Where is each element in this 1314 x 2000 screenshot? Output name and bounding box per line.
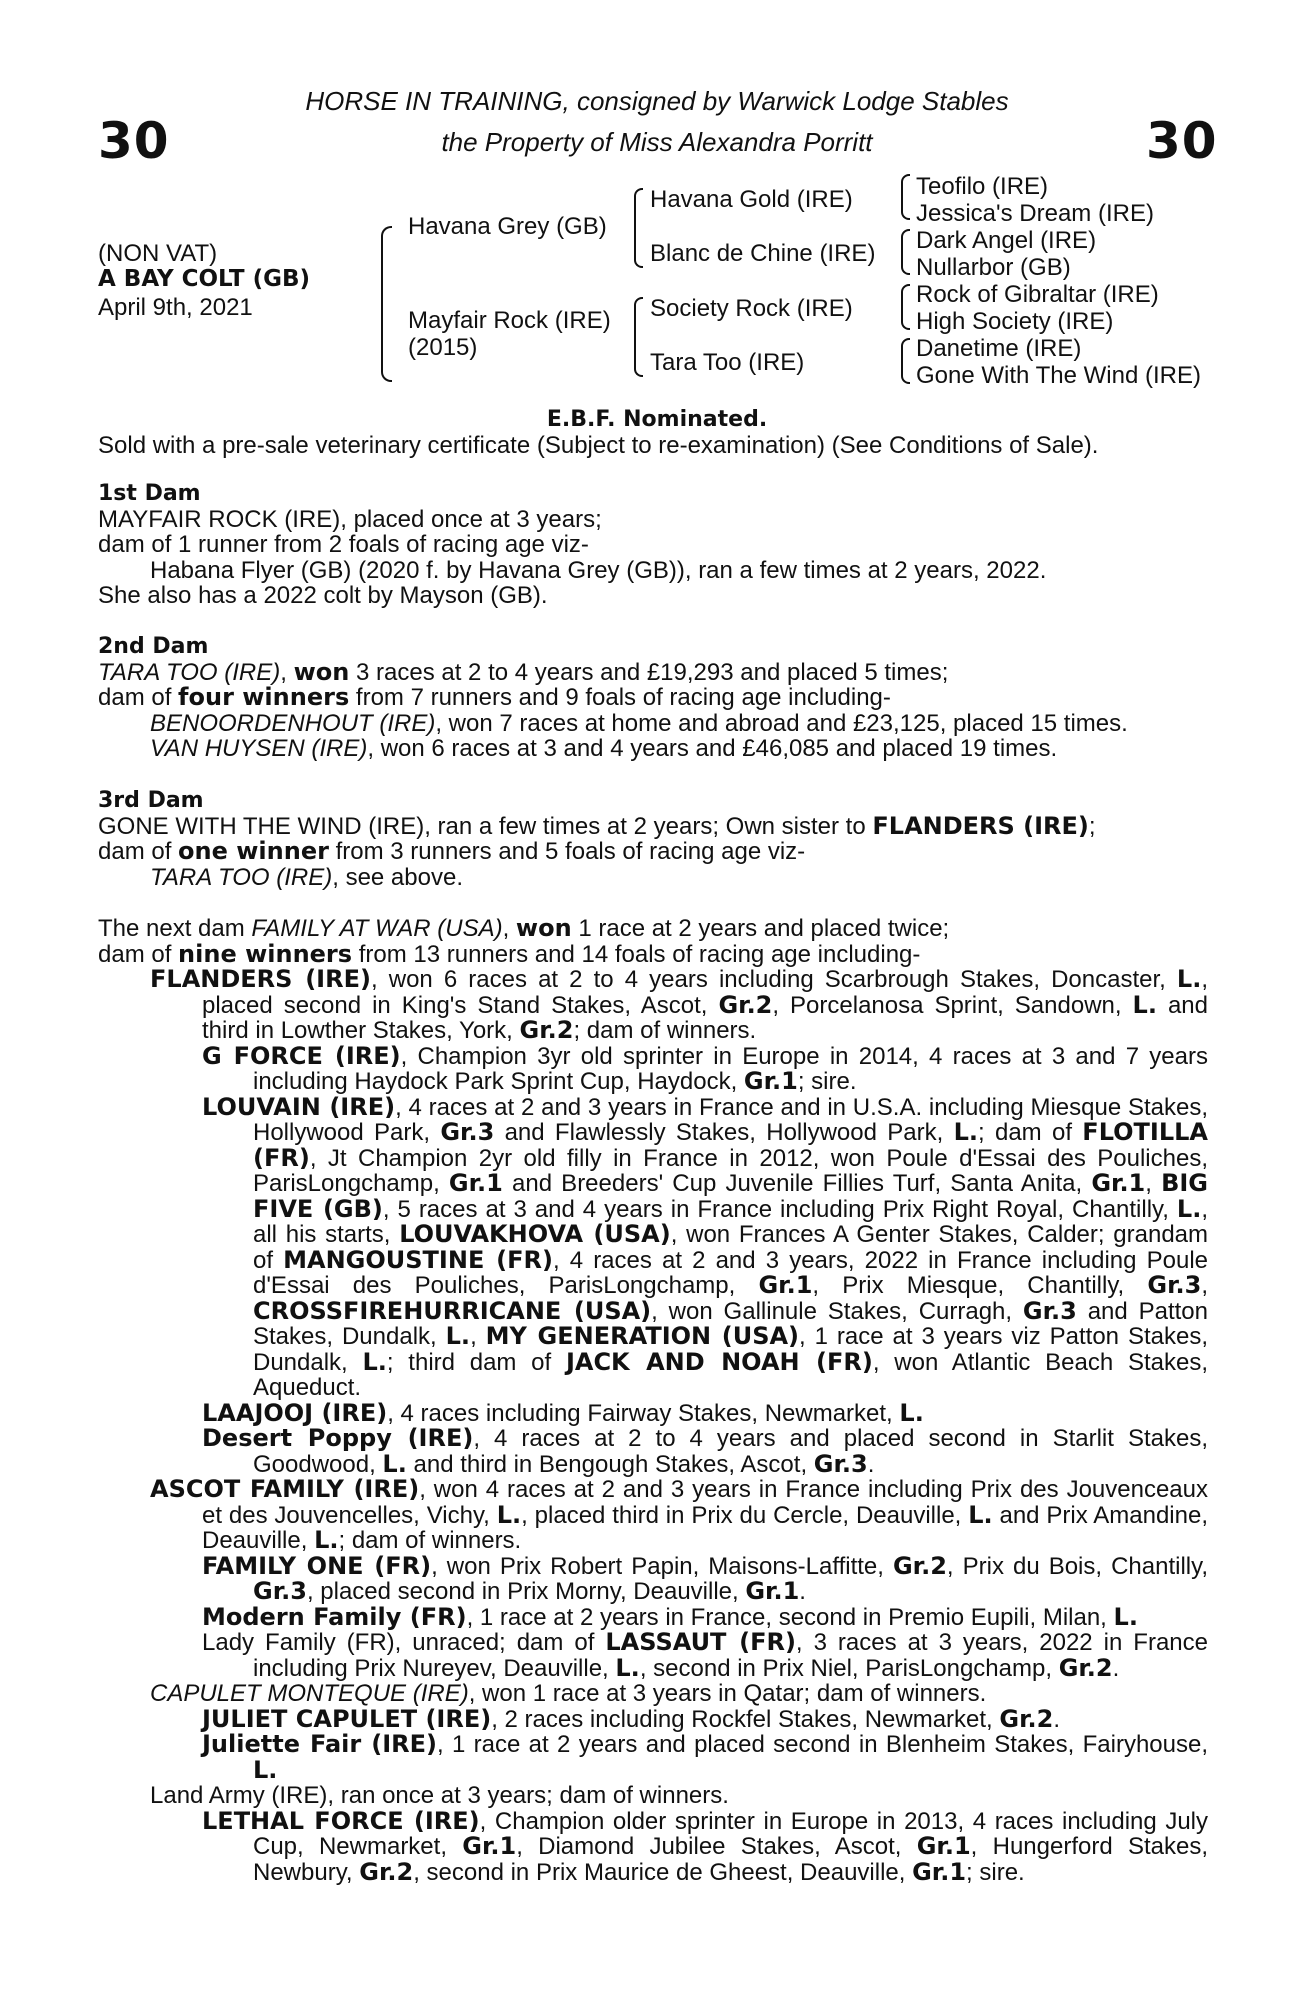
- text: , won Gallinule Stakes, Curragh,: [651, 1297, 1023, 1325]
- text: , Prix du Bois, Chantilly,: [946, 1552, 1208, 1580]
- horse-name: FLANDERS (IRE): [150, 965, 371, 993]
- third-dam-line: [98, 839, 1208, 865]
- text: dam of: [98, 838, 179, 865]
- text: , Champion older sprinter in Europe in 2013, 4 races including July Cup, Newmarket,: [253, 1807, 1208, 1860]
- next-dam-line: [98, 916, 1208, 942]
- text: ,: [502, 915, 516, 942]
- pedigree-gg1: Teofilo (IRE): [916, 173, 1049, 200]
- text: L.: [1113, 1602, 1138, 1631]
- produce-entry-ascot-family: [98, 1477, 1208, 1554]
- pedigree-gg2: Jessica's Dream (IRE): [916, 200, 1154, 227]
- horse-name: CAPULET MONTEQUE (IRE): [150, 1680, 469, 1707]
- horse-name: MANGOUSTINE (FR): [283, 1245, 553, 1274]
- horse-name: G FORCE (IRE): [202, 1041, 401, 1070]
- text: 1 race at 2 years and placed twice;: [571, 915, 950, 942]
- text: Gr.1: [462, 1832, 517, 1860]
- text: ,: [1145, 1170, 1162, 1197]
- pedigree-gg5: Rock of Gibraltar (IRE): [916, 281, 1159, 308]
- text: L.: [1176, 1194, 1202, 1223]
- next-dam-section: [98, 916, 1208, 1885]
- produce-entry-modern-family: [98, 1602, 1208, 1631]
- header-consignor: HORSE IN TRAINING, consigned by Warwick Lodge Stables: [305, 86, 1009, 116]
- text: ,: [470, 1323, 486, 1350]
- pedigree-dam: Mayfair Rock (IRE): [408, 307, 611, 334]
- horse-name: Modern Family (FR): [202, 1602, 467, 1631]
- text: and third in Bengough Stakes, Ascot,: [406, 1450, 814, 1478]
- second-dam-line: [98, 711, 1208, 737]
- third-dam-section: [98, 788, 1208, 890]
- text: , won 6 races at 3 and 4 years and £46,085 and placed 19 times.: [367, 735, 1058, 762]
- pedigree-sire: Havana Grey (GB): [408, 213, 607, 240]
- text: , all his starts,: [253, 1195, 1208, 1248]
- produce-entry-land-army: [98, 1783, 1208, 1809]
- horse-name: Desert Poppy (IRE): [202, 1424, 474, 1452]
- horse-name: Juliette Fair (IRE): [202, 1730, 437, 1758]
- text: L.: [1132, 990, 1157, 1019]
- horse-name: LASSAUT (FR): [605, 1628, 796, 1656]
- second-dam-line: [98, 736, 1208, 762]
- text: , Prix Miesque, Chantilly,: [812, 1272, 1148, 1299]
- produce-entry-capulet-monteque: [98, 1681, 1208, 1707]
- text: Gr.3: [253, 1577, 307, 1605]
- horse-name: LOUVAIN (IRE): [202, 1092, 396, 1121]
- text: L.: [445, 1322, 471, 1350]
- text: , 4 races at 2 to 4 years and placed second in Starlit Stakes, Goodwood,: [253, 1425, 1208, 1478]
- text: ; third dam of: [386, 1348, 566, 1376]
- pedigree-brace-main: [381, 226, 392, 382]
- text: Gr.3: [1022, 1296, 1077, 1325]
- produce-entry-lady-family: [98, 1630, 1208, 1681]
- pedigree-gg4: Nullarbor (GB): [916, 254, 1071, 281]
- text: Gr.2: [892, 1551, 947, 1580]
- pedigree-sire-sire: Havana Gold (IRE): [650, 186, 853, 213]
- text: , won 7 races at home and abroad and £23,125, placed 15 times.: [435, 709, 1128, 737]
- first-dam-line: Habana Flyer (GB) (2020 f. by Havana Grey (GB)), ran a few times at 2 years, 2022.: [150, 556, 1047, 584]
- pedigree-dam-year: (2015): [408, 334, 478, 361]
- text: won: [293, 657, 350, 686]
- text: Gr.1: [1091, 1169, 1146, 1197]
- pedigree-gg8: Gone With The Wind (IRE): [916, 362, 1201, 389]
- text: L.: [382, 1449, 407, 1478]
- pedigree-sire-dam: Blanc de Chine (IRE): [650, 240, 876, 267]
- text: , 4 races at 2 and 3 years, 2022 in France including Poule d'Essai des Pouliches, ParisLongchamp,: [253, 1246, 1208, 1299]
- text: , 1 race at 2 years and placed second in Blenheim Stakes, Fairyhouse,: [437, 1731, 1209, 1758]
- text: , won 6 races at 2 to 4 years including Scarbrough Stakes, Doncaster,: [370, 966, 1177, 993]
- text: and third in Lowther Stakes, York,: [202, 991, 1208, 1044]
- text: four winners: [178, 683, 350, 711]
- horse-name: LOUVAKHOVA (USA): [399, 1220, 671, 1248]
- text: The next dam: [98, 915, 252, 942]
- text: Gr.3: [440, 1118, 495, 1146]
- text: , Hungerford Stakes, Newbury,: [253, 1833, 1208, 1886]
- pedigree-brace-sire: [634, 188, 643, 268]
- produce-entry-flanders: [98, 967, 1208, 1044]
- horse-name: MY GENERATION (USA): [485, 1322, 800, 1350]
- text: L.: [615, 1653, 640, 1682]
- produce-entry-juliet-capulet: [98, 1704, 1208, 1733]
- text: L.: [362, 1347, 387, 1376]
- horse-name: JACK AND NOAH (FR): [565, 1347, 873, 1376]
- pedigree-brace-g4: [901, 338, 910, 384]
- text: Gr.1: [916, 1832, 971, 1860]
- produce-entry-desert-poppy: [98, 1426, 1208, 1477]
- first-dam-line: She also has a 2022 colt by Mayson (GB).: [98, 582, 548, 609]
- text: ; dam of winners.: [573, 1017, 757, 1044]
- header-property: the Property of Miss Alexandra Porritt: [441, 127, 873, 157]
- text: L.: [314, 1526, 339, 1554]
- text: 3 races at 2 to 4 years and £19,293 and placed 5 times;: [349, 658, 949, 686]
- text: , 3 races at 3 years, 2022 in France including Prix Nureyev, Deauville,: [253, 1629, 1208, 1682]
- horse-name: TARA TOO (IRE): [150, 863, 333, 891]
- produce-entry-lethal-force: [98, 1806, 1208, 1886]
- text: ,: [280, 658, 294, 686]
- foaling-date: April 9th, 2021: [98, 294, 253, 321]
- text: and Prix Amandine, Deauville,: [202, 1501, 1208, 1554]
- horse-name: VAN HUYSEN (IRE): [150, 735, 368, 762]
- text: L.: [1176, 965, 1202, 993]
- text: , 2 races including Rockfel Stakes, Newmarket,: [491, 1705, 1000, 1733]
- horse-name: BIG FIVE (GB): [253, 1169, 1208, 1223]
- text: and Breeders' Cup Juvenile Fillies Turf, Santa Anita,: [502, 1170, 1092, 1197]
- pedigree-dam-dam: Tara Too (IRE): [650, 349, 805, 376]
- horse-name: TARA TOO (IRE): [98, 658, 281, 686]
- pedigree-gg3: Dark Angel (IRE): [916, 227, 1097, 254]
- vat-status: (NON VAT): [98, 240, 218, 267]
- text: Land Army (IRE), ran once at 3 years; dam of winners.: [150, 1782, 729, 1809]
- third-dam-line: [98, 811, 1208, 840]
- section-heading: 1st Dam: [98, 481, 201, 506]
- horse-name: FLOTILLA (FR): [253, 1118, 1208, 1172]
- text: ; sire.: [797, 1068, 857, 1095]
- text: , see above.: [332, 863, 463, 891]
- text: and Patton Stakes, Dundalk,: [253, 1297, 1208, 1350]
- text: , Porcelanosa Sprint, Sandown,: [772, 991, 1133, 1019]
- text: , placed second in Prix Morny, Deauville,: [306, 1578, 746, 1605]
- text: dam of: [98, 684, 179, 711]
- horse-name: JULIET CAPULET (IRE): [202, 1704, 492, 1733]
- text: , Jt Champion 2yr old filly in France in 2012, won Poule d'Essai des Pouliches, ParisLongchamp,: [253, 1144, 1208, 1197]
- third-dam-line: [98, 865, 1208, 891]
- section-heading: 2nd Dam: [98, 634, 209, 659]
- horse-name: CROSSFIREHURRICANE (USA): [253, 1296, 652, 1325]
- text: , second in Prix Maurice de Gheest, Deauville,: [413, 1858, 913, 1886]
- horse-name: FAMILY AT WAR (USA): [251, 915, 503, 942]
- next-dam-line: [98, 939, 1208, 968]
- horse-name: ASCOT FAMILY (IRE): [150, 1475, 420, 1503]
- text: , 5 races at 3 and 4 years in France including Prix Right Royal, Chantilly,: [382, 1195, 1177, 1223]
- text: , placed third in Prix du Cercle, Deauville,: [521, 1501, 969, 1529]
- text: , Champion 3yr old sprinter in Europe in 2014, 4 races at 3 and 7 years including Haydock Park Sprint Cup, Haydock,: [253, 1042, 1208, 1095]
- text: ;: [1088, 812, 1096, 840]
- lot-number-left: 30: [98, 112, 170, 170]
- text: , placed second in King's Stand Stakes, Ascot,: [202, 966, 1209, 1019]
- text: , second in Prix Niel, ParisLongchamp,: [639, 1654, 1059, 1682]
- first-dam-line: MAYFAIR ROCK (IRE), placed once at 3 years;: [98, 505, 602, 533]
- text: Gr.2: [1058, 1653, 1113, 1682]
- ebf-nomination: E.B.F. Nominated.: [546, 407, 768, 432]
- text: Gr.3: [813, 1449, 868, 1478]
- lot-number-right: 30: [1146, 112, 1218, 170]
- text: Gr.3: [1147, 1271, 1202, 1299]
- text: one winner: [178, 837, 329, 865]
- text: ; sire.: [966, 1858, 1025, 1886]
- text: Lady Family (FR), unraced; dam of: [202, 1629, 606, 1656]
- text: , won 1 race at 3 years in Qatar; dam of winners.: [468, 1680, 987, 1707]
- text: FLANDERS (IRE): [872, 811, 1089, 840]
- text: , 4 races at 2 and 3 years in France and in U.S.A. including Miesque Stakes, Hollywood Park,: [253, 1093, 1208, 1146]
- text: , 1 race at 2 years in France, second in Premio Eupili, Milan,: [466, 1603, 1114, 1631]
- text: , 4 races including Fairway Stakes, Newmarket,: [387, 1399, 900, 1427]
- second-dam-line: [98, 657, 1208, 686]
- pedigree-brace-g1: [901, 174, 910, 220]
- text: .: [1053, 1705, 1061, 1733]
- pedigree-brace-g2: [901, 229, 910, 275]
- horse-name: LETHAL FORCE (IRE): [202, 1806, 480, 1835]
- pedigree-dam-sire: Society Rock (IRE): [650, 295, 853, 322]
- text: L.: [253, 1755, 278, 1784]
- text: nine winners: [178, 939, 353, 968]
- text: Gr.1: [745, 1577, 800, 1605]
- text: won: [515, 914, 572, 942]
- first-dam-line: dam of 1 runner from 2 foals of racing age viz-: [98, 531, 589, 558]
- text: , won 4 races at 2 and 3 years in France including Prix des Jouvenceaux et des Jouvencelles, Vichy,: [202, 1476, 1209, 1529]
- text: from 13 runners and 14 foals of racing age including-: [352, 940, 921, 968]
- produce-entry-laajooj: [98, 1398, 1208, 1427]
- text: GONE WITH THE WIND (IRE), ran a few times at 2 years; Own sister to: [98, 812, 873, 840]
- text: Gr.1: [758, 1271, 813, 1299]
- first-dam-section: [98, 481, 1208, 609]
- text: Gr.1: [448, 1169, 503, 1197]
- pedigree-gg7: Danetime (IRE): [916, 335, 1082, 362]
- horse-name: LAAJOOJ (IRE): [202, 1398, 388, 1427]
- horse-name: A BAY COLT (GB): [98, 266, 311, 292]
- produce-entry-juliette-fair: [98, 1732, 1208, 1783]
- produce-entry-g-force: [98, 1041, 1208, 1095]
- section-heading: 3rd Dam: [98, 788, 204, 813]
- second-dam-section: [98, 634, 1208, 762]
- text: .: [867, 1450, 875, 1478]
- pedigree-brace-dam: [634, 297, 643, 377]
- text: Gr.2: [359, 1857, 414, 1886]
- produce-entry-louvain: [98, 1092, 1209, 1401]
- text: Gr.1: [743, 1067, 798, 1095]
- text: from 7 runners and 9 foals of racing age including-: [349, 684, 891, 711]
- pedigree-gg6: High Society (IRE): [916, 308, 1114, 335]
- second-dam-line: [98, 685, 1208, 711]
- text: and Flawlessly Stakes, Hollywood Park,: [494, 1119, 954, 1146]
- text: ; dam of winners.: [338, 1527, 522, 1554]
- text: , won Atlantic Beach Stakes, Aqueduct.: [253, 1348, 1209, 1401]
- text: ,: [1201, 1272, 1208, 1299]
- horse-name: FAMILY ONE (FR): [202, 1551, 432, 1580]
- text: L.: [953, 1118, 979, 1146]
- text: Gr.2: [718, 990, 773, 1019]
- text: L.: [496, 1500, 522, 1529]
- text: .: [799, 1578, 806, 1605]
- text: , 1 race at 3 years viz Patton Stakes, Dundalk,: [253, 1323, 1208, 1376]
- produce-entry-family-one: [98, 1551, 1208, 1605]
- text: L.: [968, 1500, 993, 1529]
- text: , won Prix Robert Papin, Maisons-Laffitte,: [431, 1552, 893, 1580]
- text: Gr.2: [999, 1704, 1054, 1733]
- pedigree-brace-g3: [901, 284, 910, 330]
- text: ; dam of: [978, 1119, 1083, 1146]
- text: .: [1112, 1654, 1120, 1682]
- text: dam of: [98, 940, 179, 968]
- text: , Diamond Jubilee Stakes, Ascot,: [516, 1833, 917, 1860]
- text: L.: [899, 1398, 924, 1427]
- vet-certificate-note: Sold with a pre-sale veterinary certificate (Subject to re-examination) (See Conditions of Sale).: [98, 432, 1099, 459]
- text: Gr.1: [912, 1857, 967, 1886]
- text: Gr.2: [519, 1016, 574, 1044]
- text: from 3 runners and 5 foals of racing age viz-: [328, 838, 806, 865]
- horse-name: BENOORDENHOUT (IRE): [150, 709, 436, 737]
- text: , won Frances A Genter Stakes, Calder; grandam of: [253, 1221, 1209, 1274]
